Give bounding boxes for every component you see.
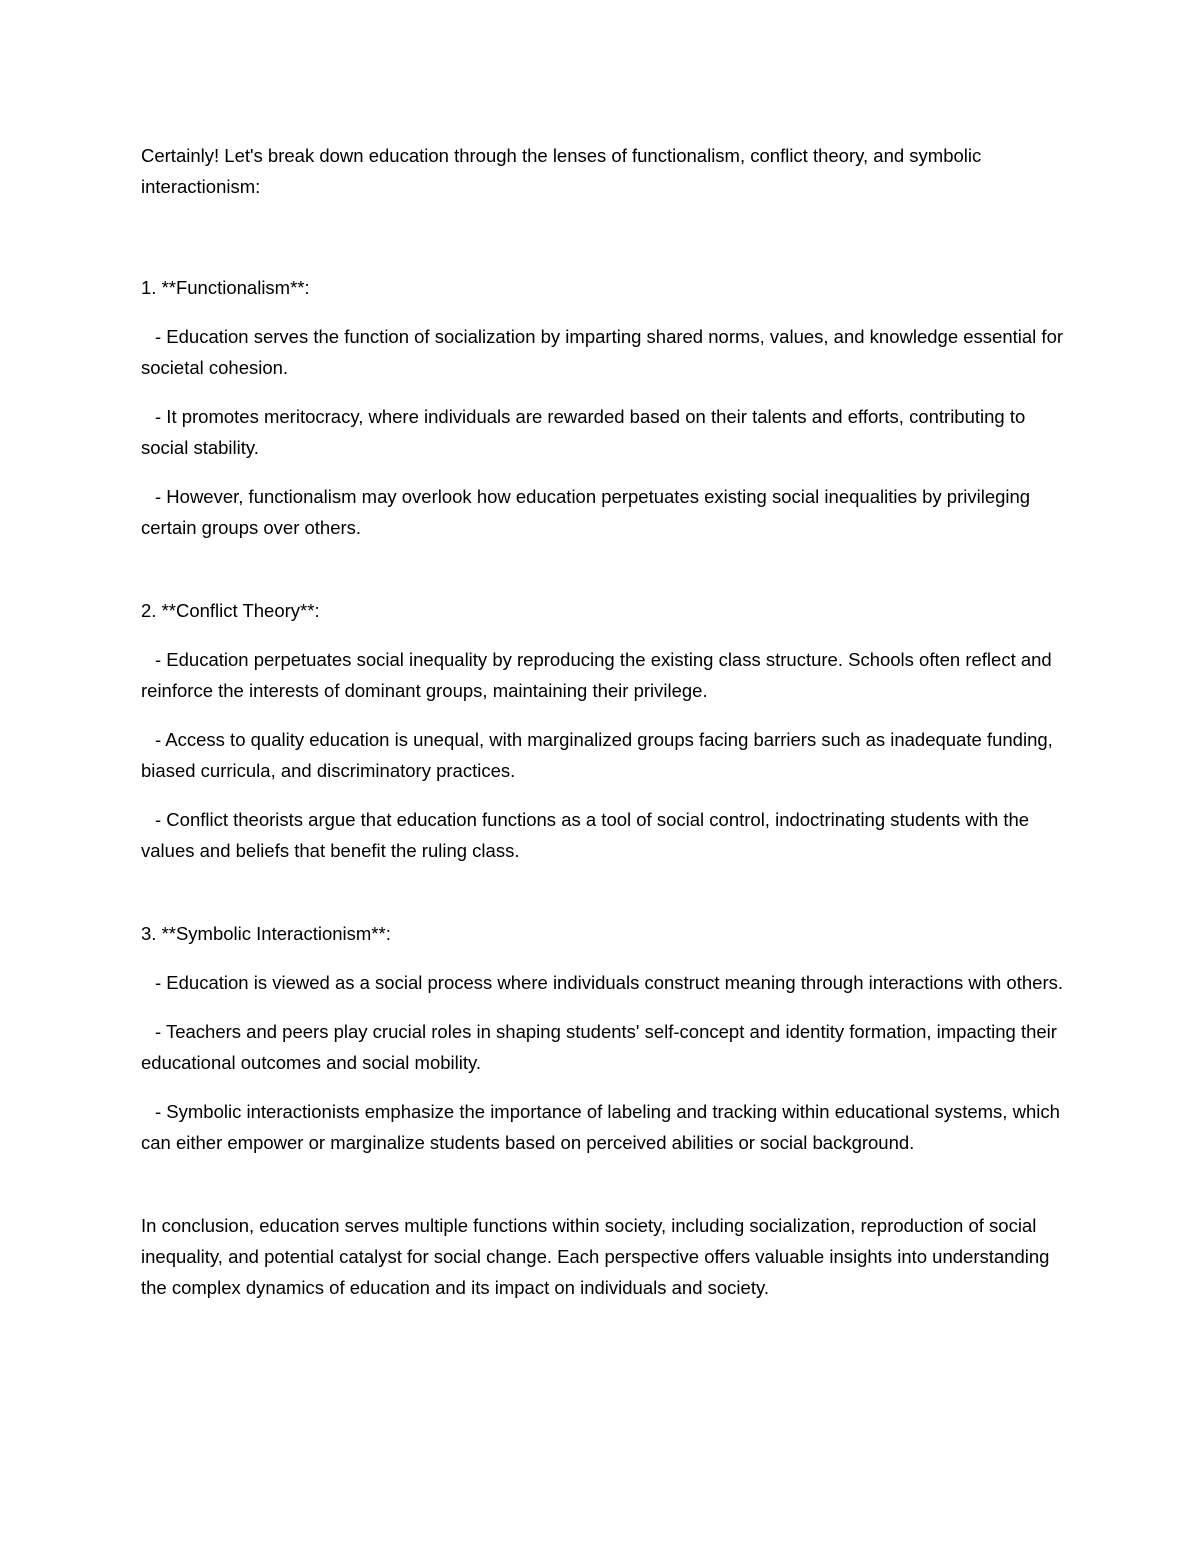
bullet-text: - Symbolic interactionists emphasize the importance of labeling and tracking within educational systems, which can either empower or marginalize students based on perceived abilities or social background.: [141, 1101, 1060, 1153]
bullet-item: [141, 481, 1071, 543]
bullet-item: [141, 401, 1071, 463]
bullet-text: - Education perpetuates social inequality by reproducing the existing class structure. Schools often reflect and reinforce the interests of dominant groups, maintaining their privilege.: [141, 649, 1052, 701]
section-conflict-theory: [141, 595, 1071, 866]
bullet-item: [141, 1096, 1071, 1158]
section-functionalism: [141, 272, 1071, 543]
bullet-item: [141, 1016, 1071, 1078]
section-heading: 2. **Conflict Theory**:: [141, 600, 320, 621]
bullet-text: - Education is viewed as a social process where individuals construct meaning through interactions with others.: [155, 972, 1063, 993]
section-heading: 1. **Functionalism**:: [141, 277, 310, 298]
intro-paragraph: Certainly! Let's break down education through the lenses of functionalism, conflict theory, and symbolic interactionism:: [141, 145, 982, 197]
bullet-item: [141, 804, 1071, 866]
bullet-item: [141, 967, 1071, 998]
section-heading: 3. **Symbolic Interactionism**:: [141, 923, 391, 944]
bullet-item: [141, 724, 1071, 786]
bullet-text: - Education serves the function of socialization by imparting shared norms, values, and knowledge essential for societal cohesion.: [141, 326, 1064, 378]
section-symbolic-interactionism: [141, 918, 1071, 1158]
bullet-text: - Access to quality education is unequal, with marginalized groups facing barriers such as inadequate funding, biased curricula, and discriminatory practices.: [141, 729, 1053, 781]
bullet-text: - Teachers and peers play crucial roles in shaping students' self-concept and identity formation, impacting their educational outcomes and social mobility.: [141, 1021, 1057, 1073]
bullet-text: - It promotes meritocracy, where individuals are rewarded based on their talents and efforts, contributing to social stability.: [141, 406, 1026, 458]
conclusion-paragraph: In conclusion, education serves multiple functions within society, including socialization, reproduction of social inequality, and potential catalyst for social change. Each perspective offers valuable insights into understanding the complex dynamics of education and its impact on individuals and society.: [141, 1215, 1050, 1298]
bullet-item: [141, 644, 1071, 706]
bullet-item: [141, 321, 1071, 383]
bullet-text: - However, functionalism may overlook how education perpetuates existing social inequalities by privileging certain groups over others.: [141, 486, 1031, 538]
document-page: [141, 140, 1071, 1321]
bullet-text: - Conflict theorists argue that education functions as a tool of social control, indoctrinating students with the values and beliefs that benefit the ruling class.: [141, 809, 1030, 861]
